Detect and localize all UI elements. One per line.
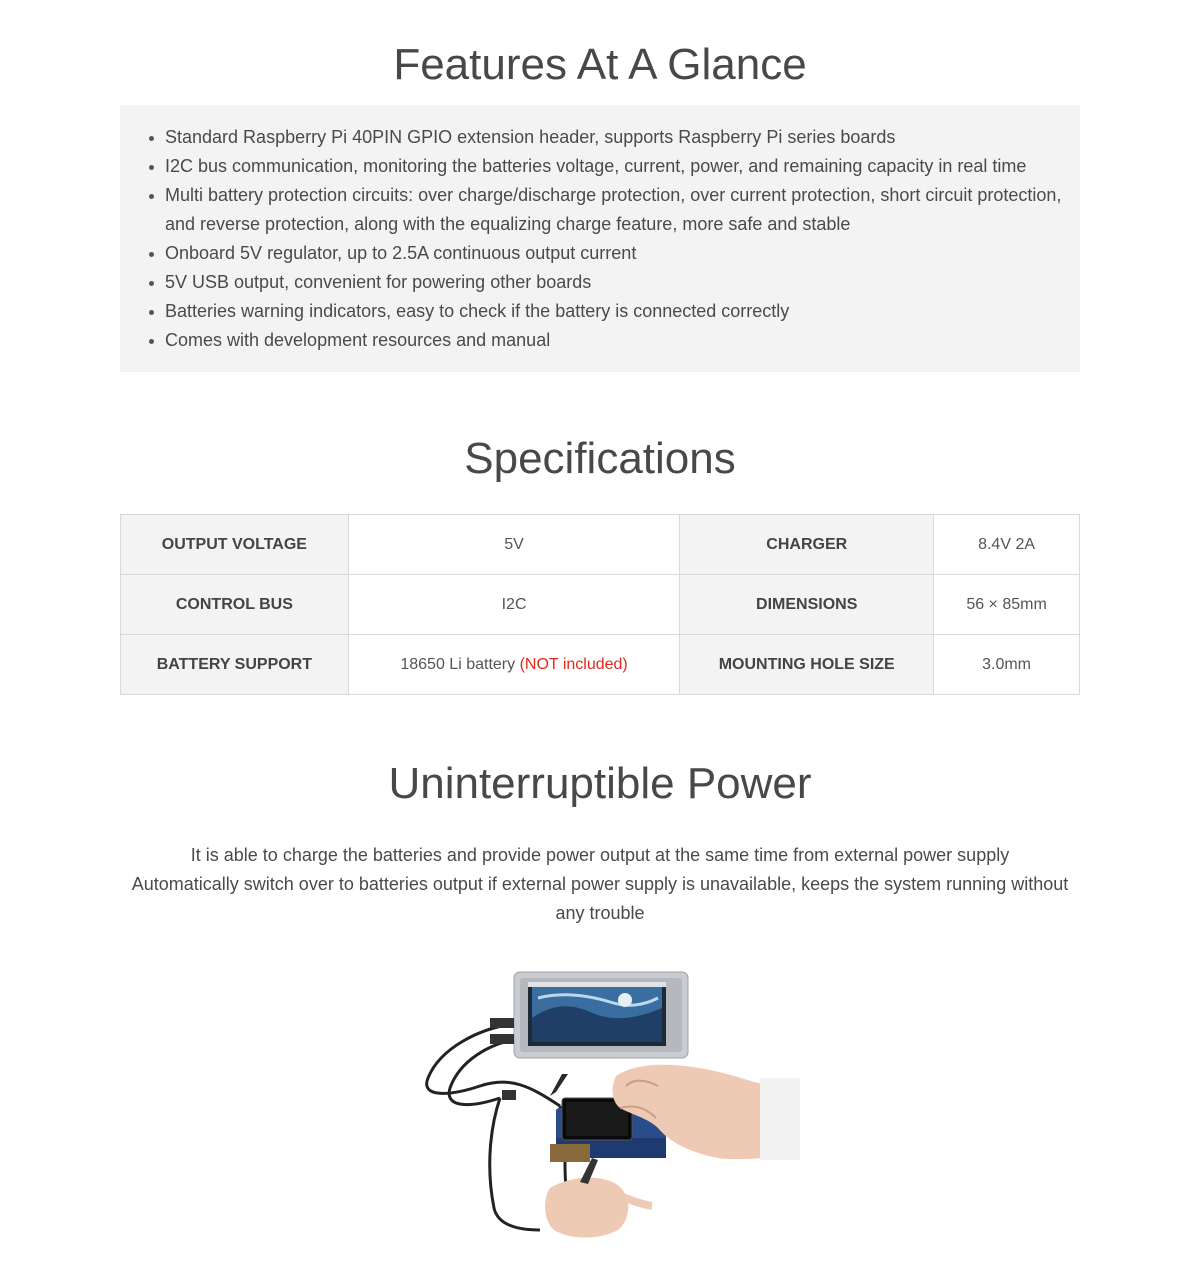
ups-line: Automatically switch over to batteries output if external power supply is unavailable, keeps the system running without any trouble bbox=[131, 874, 1069, 923]
spec-value: 3.0mm bbox=[934, 635, 1080, 695]
specifications-table bbox=[120, 514, 1080, 695]
feature-item: Multi battery protection circuits: over charge/discharge protection, over current protection, short circuit protection, and reverse protection, along with the equalizing charge feature, more safe and stable bbox=[165, 181, 1066, 239]
feature-item: I2C bus communication, monitoring the batteries voltage, current, power, and remaining capacity in real time bbox=[165, 152, 1066, 181]
feature-item: Standard Raspberry Pi 40PIN GPIO extension header, supports Raspberry Pi series boards bbox=[165, 123, 1066, 152]
feature-item: 5V USB output, convenient for powering other boards bbox=[165, 268, 1066, 297]
specifications-title: Specifications bbox=[464, 434, 736, 483]
spec-value: 5V bbox=[348, 515, 680, 575]
spec-value: 8.4V 2A bbox=[934, 515, 1080, 575]
feature-item: Comes with development resources and manual bbox=[165, 326, 1066, 355]
features-box bbox=[120, 105, 1080, 372]
ups-description bbox=[120, 841, 1080, 928]
spec-value: I2C bbox=[348, 575, 680, 635]
spec-key: DIMENSIONS bbox=[680, 575, 934, 635]
spec-value bbox=[348, 635, 680, 695]
table-row bbox=[121, 575, 1080, 635]
feature-item: Onboard 5V regulator, up to 2.5A continuous output current bbox=[165, 239, 1066, 268]
spec-value: 56 × 85mm bbox=[934, 575, 1080, 635]
ups-line: It is able to charge the batteries and provide power output at the same time from external power supply bbox=[190, 845, 1010, 865]
battery-type: 18650 Li battery bbox=[400, 655, 516, 673]
spec-key: CONTROL BUS bbox=[121, 575, 349, 635]
spec-key: BATTERY SUPPORT bbox=[121, 635, 349, 695]
spec-key: CHARGER bbox=[680, 515, 934, 575]
features-title: Features At A Glance bbox=[393, 40, 807, 89]
features-list bbox=[165, 123, 1066, 355]
product-photo bbox=[420, 968, 800, 1240]
spec-key: OUTPUT VOLTAGE bbox=[121, 515, 349, 575]
table-row bbox=[121, 515, 1080, 575]
ups-title: Uninterruptible Power bbox=[388, 759, 812, 808]
feature-item: Batteries warning indicators, easy to check if the battery is connected correctly bbox=[165, 297, 1066, 326]
table-row bbox=[121, 635, 1080, 695]
spec-key: MOUNTING HOLE SIZE bbox=[680, 635, 934, 695]
not-included-note: (NOT included) bbox=[519, 655, 628, 673]
